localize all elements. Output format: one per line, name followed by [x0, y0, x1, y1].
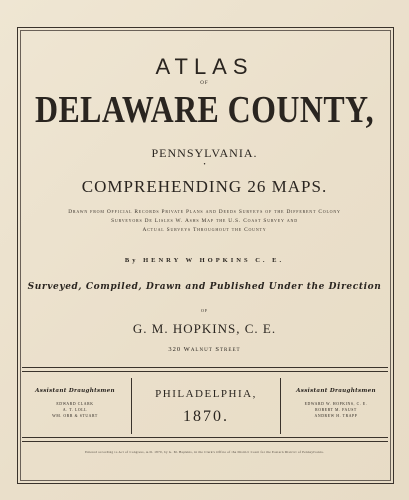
copyright-footer: Entered according to Act of Congress, A.D. 1870, by G. M. Hopkins, in the Clerk's Office of the District Court for the Eastern District of Pennsylvania.: [85, 450, 324, 454]
left-credits-box: [24, 388, 126, 419]
street-address: 320 Walnut Street: [168, 346, 241, 353]
drawn-from-line-2: Surveyors De Lisles W. Ashs Map the U.S. Coast Survey and: [111, 218, 298, 224]
publication-year: 1870.: [183, 408, 229, 425]
ornament-dot: •: [203, 162, 206, 168]
place-name: PHILADELPHIA,: [155, 388, 257, 400]
left-box-line-1: EDWARD CLARK: [56, 402, 94, 406]
right-box-line-2: ROBERT M. FAUST: [315, 408, 357, 412]
publisher-name: G. M. HOPKINS, C. E.: [132, 321, 277, 336]
right-box-line-3: ANDREW H. TRAPP: [314, 414, 358, 418]
divider-top-thin: [22, 371, 388, 372]
divider-bottom-thin: [22, 441, 388, 442]
of-small: OF: [200, 308, 209, 313]
divider-bottom-thick: [22, 437, 388, 438]
divider-top-thick: [22, 367, 388, 368]
comprehending-line: COMPREHENDING 26 MAPS.: [81, 177, 328, 196]
divider-right: [280, 378, 281, 434]
drawn-from-line-1: Drawn from Official Records Private Plans and Deeds Surveys of the Different Colony: [68, 209, 341, 215]
right-box-line-1: EDWARD W. HOPKINS, C. E.: [304, 402, 368, 406]
right-credits-box: [285, 388, 387, 419]
county-name: DELAWARE COUNTY,: [34, 89, 374, 131]
atlas-heading: ATLAS: [155, 54, 254, 79]
by-line: By HENRY W HOPKINS C. E.: [124, 257, 285, 264]
left-box-line-3: WM. ORR & STUART: [52, 414, 98, 418]
of-word: OF: [200, 81, 209, 86]
surveyed-line: Surveyed, Compiled, Drawn and Published Under the Direction: [27, 282, 382, 292]
left-box-title: Assistant Draughtsmen: [35, 388, 115, 394]
left-box-line-2: A. T. LOLL: [62, 408, 88, 412]
state-name: PENNSYLVANIA.: [151, 146, 258, 160]
drawn-from-line-3: Actual Surveys Throughout the County: [142, 227, 267, 233]
right-box-title: Assistant Draughtsmen: [296, 388, 376, 394]
